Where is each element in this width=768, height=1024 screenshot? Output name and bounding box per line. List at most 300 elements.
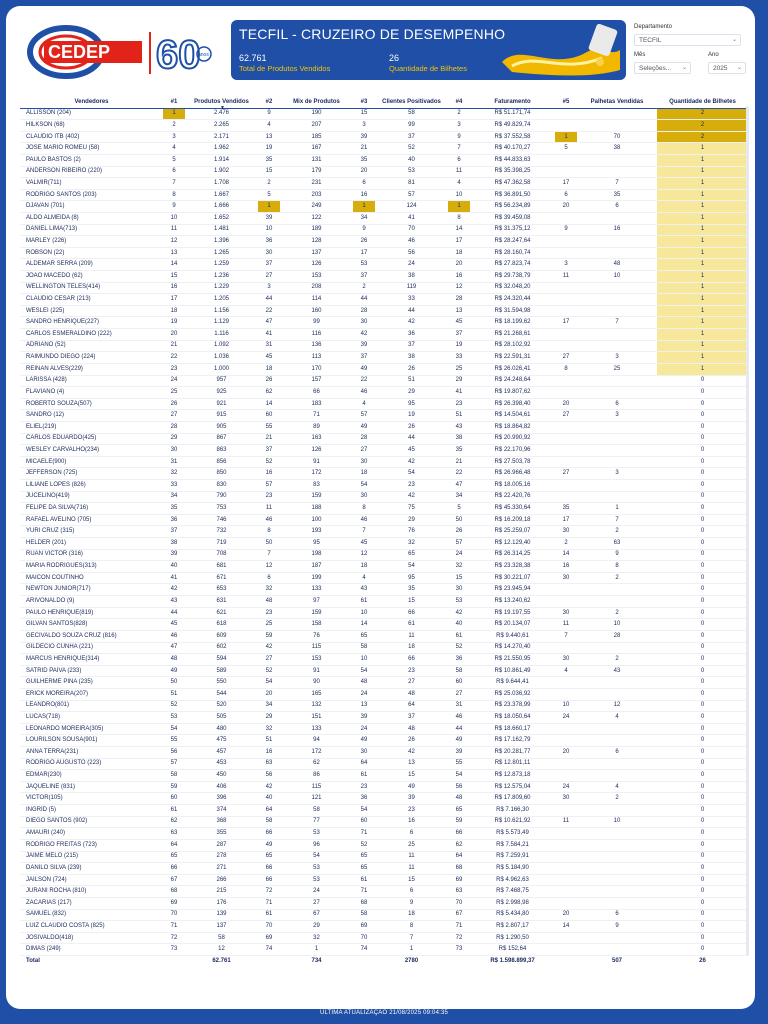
cell-palhetas-vendidas xyxy=(577,212,657,224)
cell-rank-1: 9 xyxy=(163,201,185,213)
cell-rank-1: 71 xyxy=(163,921,185,933)
cell-palhetas-vendidas xyxy=(577,329,657,341)
cell-produtos-vendidos: 957 xyxy=(185,375,258,387)
cell-rank-5: 6 xyxy=(555,189,577,201)
column-header-produtos-vendidos[interactable]: Produtos Vendidos ▼ xyxy=(185,96,258,108)
cell-palhetas-vendidas xyxy=(577,863,657,875)
table-row[interactable] xyxy=(20,398,748,410)
cell-quantidade-de-bilhetes: 0 xyxy=(657,839,748,851)
cell-faturamento: R$ 19.197,55 xyxy=(470,607,555,619)
cell-rank-1: 20 xyxy=(163,329,185,341)
cell-rank-3: 39 xyxy=(353,131,375,143)
cell-vendedores: DIEGO SANTOS (902) xyxy=(20,816,163,828)
column-header-rank-3[interactable]: #3 xyxy=(353,96,375,108)
cell-rank-4: 42 xyxy=(448,607,470,619)
table-row[interactable] xyxy=(20,143,748,155)
cell-rank-2: 21 xyxy=(258,433,280,445)
cell-faturamento: R$ 22.420,76 xyxy=(470,491,555,503)
cell-rank-3: 68 xyxy=(353,897,375,909)
cell-rank-2: 39 xyxy=(258,212,280,224)
cell-clientes-positivados: 24 xyxy=(375,259,448,271)
table-row[interactable] xyxy=(20,630,748,642)
cell-rank-1: 10 xyxy=(163,212,185,224)
cell-rank-2: 42 xyxy=(258,642,280,654)
cell-rank-1: 22 xyxy=(163,352,185,364)
cell-clientes-positivados: 66 xyxy=(375,607,448,619)
table-row[interactable] xyxy=(20,897,748,909)
cell-faturamento: R$ 26.966,48 xyxy=(470,468,555,480)
cell-palhetas-vendidas xyxy=(577,723,657,735)
cell-produtos-vendidos: 863 xyxy=(185,445,258,457)
cell-rank-1: 13 xyxy=(163,247,185,259)
table-row[interactable] xyxy=(20,294,748,306)
cell-mix-de-produtos: 208 xyxy=(280,282,353,294)
cell-rank-1: 45 xyxy=(163,619,185,631)
column-header-quantidade-de-bilhetes[interactable]: Quantidade de Bilhetes xyxy=(657,96,748,108)
cell-rank-5 xyxy=(555,584,577,596)
table-row[interactable] xyxy=(20,642,748,654)
cell-mix-de-produtos: 157 xyxy=(280,375,353,387)
table-row[interactable] xyxy=(20,874,748,886)
table-row[interactable] xyxy=(20,863,748,875)
table-row[interactable] xyxy=(20,677,748,689)
cell-rank-4: 70 xyxy=(448,897,470,909)
table-row[interactable] xyxy=(20,108,748,120)
cell-quantidade-de-bilhetes: 1 xyxy=(657,201,748,213)
cell-palhetas-vendidas xyxy=(577,340,657,352)
cell-quantidade-de-bilhetes: 0 xyxy=(657,421,748,433)
cell-produtos-vendidos: 609 xyxy=(185,630,258,642)
cell-rank-3: 30 xyxy=(353,456,375,468)
cell-rank-4: 43 xyxy=(448,421,470,433)
table-row[interactable] xyxy=(20,584,748,596)
column-header-rank-4[interactable]: #4 xyxy=(448,96,470,108)
cell-produtos-vendidos: 355 xyxy=(185,828,258,840)
cell-vendedores: ZACARIAS (217) xyxy=(20,897,163,909)
cell-rank-4: 26 xyxy=(448,526,470,538)
cell-rank-3: 13 xyxy=(353,700,375,712)
cell-palhetas-vendidas xyxy=(577,456,657,468)
cell-rank-5 xyxy=(555,491,577,503)
cell-palhetas-vendidas xyxy=(577,688,657,700)
cell-mix-de-produtos: 53 xyxy=(280,828,353,840)
cell-rank-4: 50 xyxy=(448,514,470,526)
table-row[interactable] xyxy=(20,839,748,851)
table-row[interactable] xyxy=(20,747,748,759)
cell-quantidade-de-bilhetes: 0 xyxy=(657,723,748,735)
cell-clientes-positivados: 25 xyxy=(375,839,448,851)
table-row[interactable] xyxy=(20,259,748,271)
cell-rank-4: 59 xyxy=(448,816,470,828)
cell-produtos-vendidos: 1.156 xyxy=(185,305,258,317)
last-update-text: ULTIMA ATUALIZAÇÃO 21/08/2025 09:04:35 xyxy=(319,1010,449,1016)
cell-faturamento: R$ 10.621,92 xyxy=(470,816,555,828)
cell-rank-5: 10 xyxy=(555,700,577,712)
cell-rank-4: 56 xyxy=(448,781,470,793)
table-row[interactable] xyxy=(20,201,748,213)
table-row[interactable] xyxy=(20,120,748,132)
table-row[interactable] xyxy=(20,723,748,735)
cell-palhetas-vendidas xyxy=(577,851,657,863)
cell-vendedores: ALLISSON (204) xyxy=(20,108,163,120)
cell-rank-5 xyxy=(555,421,577,433)
cell-rank-5: 17 xyxy=(555,317,577,329)
table-row[interactable] xyxy=(20,189,748,201)
table-row[interactable] xyxy=(20,793,748,805)
cell-rank-4: 40 xyxy=(448,619,470,631)
table-row[interactable] xyxy=(20,712,748,724)
cell-clientes-positivados: 26 xyxy=(375,363,448,375)
cell-clientes-positivados: 119 xyxy=(375,282,448,294)
cell-quantidade-de-bilhetes: 0 xyxy=(657,874,748,886)
cell-rank-2: 71 xyxy=(258,897,280,909)
cell-produtos-vendidos: 905 xyxy=(185,421,258,433)
table-row[interactable] xyxy=(20,166,748,178)
table-row[interactable] xyxy=(20,921,748,933)
cell-rank-1: 63 xyxy=(163,828,185,840)
cell-palhetas-vendidas xyxy=(577,886,657,898)
cell-clientes-positivados: 66 xyxy=(375,654,448,666)
cell-rank-4: 41 xyxy=(448,387,470,399)
cell-rank-1: 1 xyxy=(163,108,185,120)
cell-rank-5 xyxy=(555,863,577,875)
chevron-down-icon: ⌄ xyxy=(736,65,742,71)
cell-rank-2: 30 xyxy=(258,247,280,259)
cell-vendedores: MICAELE(900) xyxy=(20,456,163,468)
table-row[interactable] xyxy=(20,271,748,283)
cell-rank-4: 37 xyxy=(448,329,470,341)
cell-vendedores: ANNA TERRA(231) xyxy=(20,747,163,759)
cell-palhetas-vendidas xyxy=(577,584,657,596)
cell-produtos-vendidos: 176 xyxy=(185,897,258,909)
cell-vendedores: RODRIGO SANTOS (203) xyxy=(20,189,163,201)
table-row[interactable] xyxy=(20,282,748,294)
cell-clientes-positivados: 32 xyxy=(375,538,448,550)
cell-vendedores: SAMUEL (832) xyxy=(20,909,163,921)
table-row[interactable] xyxy=(20,619,748,631)
cell-mix-de-produtos: 27 xyxy=(280,897,353,909)
cell-rank-1: 5 xyxy=(163,154,185,166)
total-mix-de-produtos: 734 xyxy=(280,955,353,967)
cell-rank-1: 16 xyxy=(163,282,185,294)
cell-rank-5 xyxy=(555,805,577,817)
table-scrollbar[interactable] xyxy=(746,106,749,956)
cell-clientes-positivados: 13 xyxy=(375,758,448,770)
table-row[interactable] xyxy=(20,886,748,898)
cell-palhetas-vendidas xyxy=(577,758,657,770)
cell-vendedores: ALDEMAR SERRA (209) xyxy=(20,259,163,271)
cell-clientes-positivados: 40 xyxy=(375,154,448,166)
table-row[interactable] xyxy=(20,758,748,770)
cell-rank-3: 30 xyxy=(353,747,375,759)
table-row[interactable] xyxy=(20,770,748,782)
cell-vendedores: RUAN VICTOR (316) xyxy=(20,549,163,561)
cell-quantidade-de-bilhetes: 0 xyxy=(657,433,748,445)
cell-rank-5 xyxy=(555,387,577,399)
cell-mix-de-produtos: 76 xyxy=(280,630,353,642)
kpi-bilhetes-label: Quantidade de Bilhetes xyxy=(389,64,467,73)
cell-produtos-vendidos: 12 xyxy=(185,944,258,956)
cell-faturamento: R$ 32.048,20 xyxy=(470,282,555,294)
table-row[interactable] xyxy=(20,480,748,492)
cell-palhetas-vendidas xyxy=(577,421,657,433)
table-row[interactable] xyxy=(20,828,748,840)
cell-rank-4: 61 xyxy=(448,630,470,642)
table-row[interactable] xyxy=(20,538,748,550)
cell-rank-2: 23 xyxy=(258,491,280,503)
table-row[interactable] xyxy=(20,665,748,677)
table-row[interactable] xyxy=(20,607,748,619)
cell-mix-de-produtos: 187 xyxy=(280,561,353,573)
table-row[interactable] xyxy=(20,851,748,863)
cell-rank-4: 2 xyxy=(448,108,470,120)
cell-faturamento: R$ 39.459,08 xyxy=(470,212,555,224)
cell-faturamento: R$ 18.199,62 xyxy=(470,317,555,329)
table-row[interactable] xyxy=(20,236,748,248)
cell-rank-2: 20 xyxy=(258,688,280,700)
cell-produtos-vendidos: 856 xyxy=(185,456,258,468)
cell-rank-2: 31 xyxy=(258,340,280,352)
cell-rank-3: 43 xyxy=(353,584,375,596)
cell-produtos-vendidos: 925 xyxy=(185,387,258,399)
cell-quantidade-de-bilhetes: 0 xyxy=(657,480,748,492)
cell-palhetas-vendidas xyxy=(577,874,657,886)
cell-clientes-positivados: 99 xyxy=(375,120,448,132)
table-row[interactable] xyxy=(20,224,748,236)
table-row[interactable] xyxy=(20,549,748,561)
table-row[interactable] xyxy=(20,526,748,538)
table-row[interactable] xyxy=(20,154,748,166)
cell-produtos-vendidos: 589 xyxy=(185,665,258,677)
cell-mix-de-produtos: 159 xyxy=(280,607,353,619)
cell-produtos-vendidos: 1.265 xyxy=(185,247,258,259)
cell-rank-5 xyxy=(555,212,577,224)
cell-produtos-vendidos: 671 xyxy=(185,572,258,584)
table-row[interactable] xyxy=(20,375,748,387)
total-rank-4 xyxy=(448,955,470,967)
cell-rank-3: 54 xyxy=(353,665,375,677)
cell-faturamento: R$ 7.584,21 xyxy=(470,839,555,851)
column-header-rank-2[interactable]: #2 xyxy=(258,96,280,108)
total-quantidade-de-bilhetes: 26 xyxy=(657,955,748,967)
table-row[interactable] xyxy=(20,781,748,793)
cell-produtos-vendidos: 790 xyxy=(185,491,258,503)
table-row[interactable] xyxy=(20,247,748,259)
cell-quantidade-de-bilhetes: 0 xyxy=(657,677,748,689)
cell-rank-3: 4 xyxy=(353,572,375,584)
table-row[interactable] xyxy=(20,944,748,956)
cell-rank-2: 25 xyxy=(258,619,280,631)
cell-vendedores: LUCAS(718) xyxy=(20,712,163,724)
cell-rank-5: 7 xyxy=(555,630,577,642)
column-header-rank-5[interactable]: #5 xyxy=(555,96,577,108)
cell-faturamento: R$ 28.247,64 xyxy=(470,236,555,248)
ano-select[interactable] xyxy=(708,62,746,74)
table-row[interactable] xyxy=(20,572,748,584)
mes-select[interactable] xyxy=(634,62,691,74)
cell-rank-1: 57 xyxy=(163,758,185,770)
cell-faturamento: R$ 29.738,79 xyxy=(470,271,555,283)
table-row[interactable] xyxy=(20,340,748,352)
cell-produtos-vendidos: 653 xyxy=(185,584,258,596)
cell-rank-4: 25 xyxy=(448,363,470,375)
cell-quantidade-de-bilhetes: 2 xyxy=(657,131,748,143)
cell-quantidade-de-bilhetes: 0 xyxy=(657,909,748,921)
cell-rank-1: 12 xyxy=(163,236,185,248)
cell-rank-2: 27 xyxy=(258,271,280,283)
table-row[interactable] xyxy=(20,131,748,143)
cell-clientes-positivados: 37 xyxy=(375,340,448,352)
table-row[interactable] xyxy=(20,305,748,317)
cell-rank-4: 36 xyxy=(448,654,470,666)
cell-produtos-vendidos: 631 xyxy=(185,596,258,608)
cell-rank-1: 6 xyxy=(163,166,185,178)
table-row[interactable] xyxy=(20,735,748,747)
cell-quantidade-de-bilhetes: 1 xyxy=(657,154,748,166)
table-row[interactable] xyxy=(20,468,748,480)
cell-produtos-vendidos: 271 xyxy=(185,863,258,875)
departamento-select[interactable] xyxy=(634,34,741,46)
table-row[interactable] xyxy=(20,363,748,375)
table-row[interactable] xyxy=(20,212,748,224)
cell-rank-5: 30 xyxy=(555,607,577,619)
svg-text:CEDEP: CEDEP xyxy=(48,42,111,62)
cell-rank-4: 12 xyxy=(448,282,470,294)
cell-clientes-positivados: 38 xyxy=(375,352,448,364)
table-row[interactable] xyxy=(20,445,748,457)
cell-rank-2: 23 xyxy=(258,607,280,619)
table-row[interactable] xyxy=(20,654,748,666)
column-header-faturamento[interactable]: Faturamento xyxy=(470,96,555,108)
cell-rank-5: 9 xyxy=(555,224,577,236)
cell-rank-5: 17 xyxy=(555,514,577,526)
cell-rank-2: 55 xyxy=(258,421,280,433)
cell-clientes-positivados: 70 xyxy=(375,224,448,236)
cell-rank-5 xyxy=(555,735,577,747)
cell-mix-de-produtos: 90 xyxy=(280,677,353,689)
cell-quantidade-de-bilhetes: 0 xyxy=(657,735,748,747)
table-row[interactable] xyxy=(20,317,748,329)
cell-produtos-vendidos: 915 xyxy=(185,410,258,422)
ano-label: Ano xyxy=(708,52,719,58)
table-row[interactable] xyxy=(20,816,748,828)
cell-vendedores: REINAN ALVES(229) xyxy=(20,363,163,375)
table-row[interactable] xyxy=(20,700,748,712)
table-row[interactable] xyxy=(20,514,748,526)
cell-produtos-vendidos: 732 xyxy=(185,526,258,538)
cell-rank-4: 54 xyxy=(448,770,470,782)
table-row[interactable] xyxy=(20,561,748,573)
departamento-label: Departamento xyxy=(634,24,673,30)
cell-vendedores: GILVAN SANTOS(828) xyxy=(20,619,163,631)
cell-rank-4: 62 xyxy=(448,839,470,851)
column-header-mix-de-produtos[interactable]: Mix de Produtos xyxy=(280,96,353,108)
cell-quantidade-de-bilhetes: 1 xyxy=(657,340,748,352)
cell-vendedores: MARCUS HENRIQUE(314) xyxy=(20,654,163,666)
cell-clientes-positivados: 23 xyxy=(375,805,448,817)
table-total-row xyxy=(20,955,748,967)
cell-vendedores: SANDRO (12) xyxy=(20,410,163,422)
ranking-table xyxy=(20,96,748,967)
cell-palhetas-vendidas xyxy=(577,294,657,306)
table-row[interactable] xyxy=(20,421,748,433)
cell-clientes-positivados: 29 xyxy=(375,387,448,399)
table-row[interactable] xyxy=(20,387,748,399)
cell-mix-de-produtos: 115 xyxy=(280,781,353,793)
cell-clientes-positivados: 11 xyxy=(375,863,448,875)
table-row[interactable] xyxy=(20,352,748,364)
table-row[interactable] xyxy=(20,433,748,445)
cell-rank-2: 29 xyxy=(258,712,280,724)
cell-faturamento: R$ 21.550,95 xyxy=(470,654,555,666)
table-row[interactable] xyxy=(20,932,748,944)
table-row[interactable] xyxy=(20,688,748,700)
cell-rank-1: 21 xyxy=(163,340,185,352)
cell-rank-2: 37 xyxy=(258,259,280,271)
cell-clientes-positivados: 95 xyxy=(375,398,448,410)
cell-rank-5: 2 xyxy=(555,538,577,550)
table-row[interactable] xyxy=(20,329,748,341)
cell-rank-5: 5 xyxy=(555,143,577,155)
cell-rank-4: 20 xyxy=(448,259,470,271)
cell-vendedores: WESLEY CARVALHO(234) xyxy=(20,445,163,457)
cell-palhetas-vendidas: 9 xyxy=(577,921,657,933)
cell-palhetas-vendidas: 2 xyxy=(577,654,657,666)
cell-rank-3: 61 xyxy=(353,874,375,886)
table-row[interactable] xyxy=(20,596,748,608)
table-row[interactable] xyxy=(20,491,748,503)
table-row[interactable] xyxy=(20,456,748,468)
cell-faturamento: R$ 5.434,80 xyxy=(470,909,555,921)
cell-rank-3: 71 xyxy=(353,828,375,840)
cell-produtos-vendidos: 1.667 xyxy=(185,189,258,201)
table-row[interactable] xyxy=(20,410,748,422)
column-header-vendedores[interactable]: Vendedores xyxy=(20,96,163,108)
cell-mix-de-produtos: 77 xyxy=(280,816,353,828)
cell-quantidade-de-bilhetes: 1 xyxy=(657,329,748,341)
cell-rank-5: 20 xyxy=(555,747,577,759)
cell-rank-5: 16 xyxy=(555,561,577,573)
cell-rank-5 xyxy=(555,642,577,654)
cell-vendedores: SANDRO HENRIQUE(227) xyxy=(20,317,163,329)
cell-rank-3: 28 xyxy=(353,433,375,445)
cell-rank-4: 66 xyxy=(448,828,470,840)
cell-clientes-positivados: 124 xyxy=(375,201,448,213)
cell-vendedores: JUCELINO(419) xyxy=(20,491,163,503)
cell-rank-2: 32 xyxy=(258,723,280,735)
column-header-clientes-positivados[interactable]: Clientes Positivados xyxy=(375,96,448,108)
column-header-palhetas-vendidas[interactable]: Palhetas Vendidas xyxy=(577,96,657,108)
table-row[interactable] xyxy=(20,503,748,515)
cell-clientes-positivados: 58 xyxy=(375,108,448,120)
table-row[interactable] xyxy=(20,178,748,190)
cell-mix-de-produtos: 91 xyxy=(280,456,353,468)
cell-rank-5 xyxy=(555,897,577,909)
cell-mix-de-produtos: 185 xyxy=(280,131,353,143)
cell-mix-de-produtos: 53 xyxy=(280,874,353,886)
cell-rank-2: 66 xyxy=(258,874,280,886)
cell-faturamento: R$ 5.184,90 xyxy=(470,863,555,875)
column-header-rank-1[interactable]: #1 xyxy=(163,96,185,108)
cell-mix-de-produtos: 172 xyxy=(280,747,353,759)
table-row[interactable] xyxy=(20,805,748,817)
cell-rank-2: 72 xyxy=(258,886,280,898)
cell-rank-5 xyxy=(555,456,577,468)
cell-rank-5: 11 xyxy=(555,816,577,828)
cell-produtos-vendidos: 374 xyxy=(185,805,258,817)
table-row[interactable] xyxy=(20,909,748,921)
cell-rank-3: 22 xyxy=(353,375,375,387)
